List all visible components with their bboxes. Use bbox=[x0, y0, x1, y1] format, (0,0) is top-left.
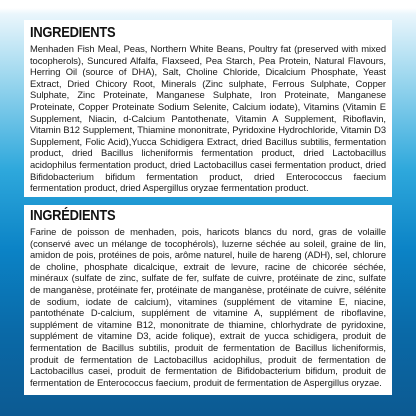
ingredients-panel-english bbox=[24, 20, 392, 197]
ingredients-text-french: Farine de poisson de menhaden, pois, haricots blancs du nord, gras de volaille (conservé avec un mélange de tocophérols), luzerne séchée au soleil, graine de lin, amidon de pois, protéines de pois, arôme naturel, huile de hareng (ADH), sel, chlorure de choline, phosphate dicalcique, extrait de levure, racine de chicorée séchée, minéraux (sulfate de zinc, sulfate de fer, sulfate de cuivre, protéinate de zinc, sulfate de manganèse, protéinate fer, protéinate de manganèse, protéinate de cuivre, sélénite de sodium, iodate de calcium), vitamines (supplément de vitamine E, niacine, pantothénate D-calcium, supplément de vitamine A, supplément de riboflavine, supplément de vitamine B12, mononitrate de thiamine, chlorhydrate de pyridoxine, supplément de vitamine D3, acide folique), extrait de yucca schidigera, produit de fermentation de Bacillus subtilis, produit de fermentation de Bacillus licheniformis, produit de fermentation de Lactobacillus acidophilus, produit de fermentation de Lactobacillus casei, produit de fermentation de Bifidobacterium bifidum, produit de fermentation de Enterococcus faecium, produit de fermentation de Aspergillus oryzae. bbox=[30, 226, 386, 388]
ingredients-heading-french: INGRÉDIENTS bbox=[30, 207, 116, 224]
ingredients-heading-english: INGREDIENTS bbox=[30, 24, 116, 41]
ingredients-panel-french bbox=[24, 205, 392, 395]
ingredients-text-english: Menhaden Fish Meal, Peas, Northern White Beans, Poultry fat (preserved with mixed tocopherols), Suncured Alfalfa, Flaxseed, Pea Starch, Pea Protein, Natural Flavours, Herring Oil (source of DHA), Salt, Choline Chloride, Dicalcium Phosphate, Yeast Extract, Dried Chicory Root, Minerals (Zinc sulphate, Ferrous Sulphate, Copper Sulphate, Zinc Proteinate, Manganese Sulphate, Iron Proteinate, Manganese Proteinate, Copper Proteinate Sodium Selenite, Calcium iodate), Vitamins (Vitamin E Supplement, Niacin, d-Calcium Pantothenate, Vitamin A Supplement, Riboflavin, Vitamin B12 Supplement, Thiamine mononitrate, Pyridoxine Hydrochloride, Vitamin D3 Supplement, Folic Acid),Yucca Schidigera Extract, dried Bacillus subtilis, fermentation product, dried Bacillus licheniformis fermentation product, dried Lactobacillus acidophilus fermentation product, dried Lactobacillus casei fermentation product, dried Bifidobacterium bifidum fermentation product, dried Enterococcus faecium fermentation product, dried Aspergillus oryzae fermentation product. bbox=[30, 43, 386, 194]
